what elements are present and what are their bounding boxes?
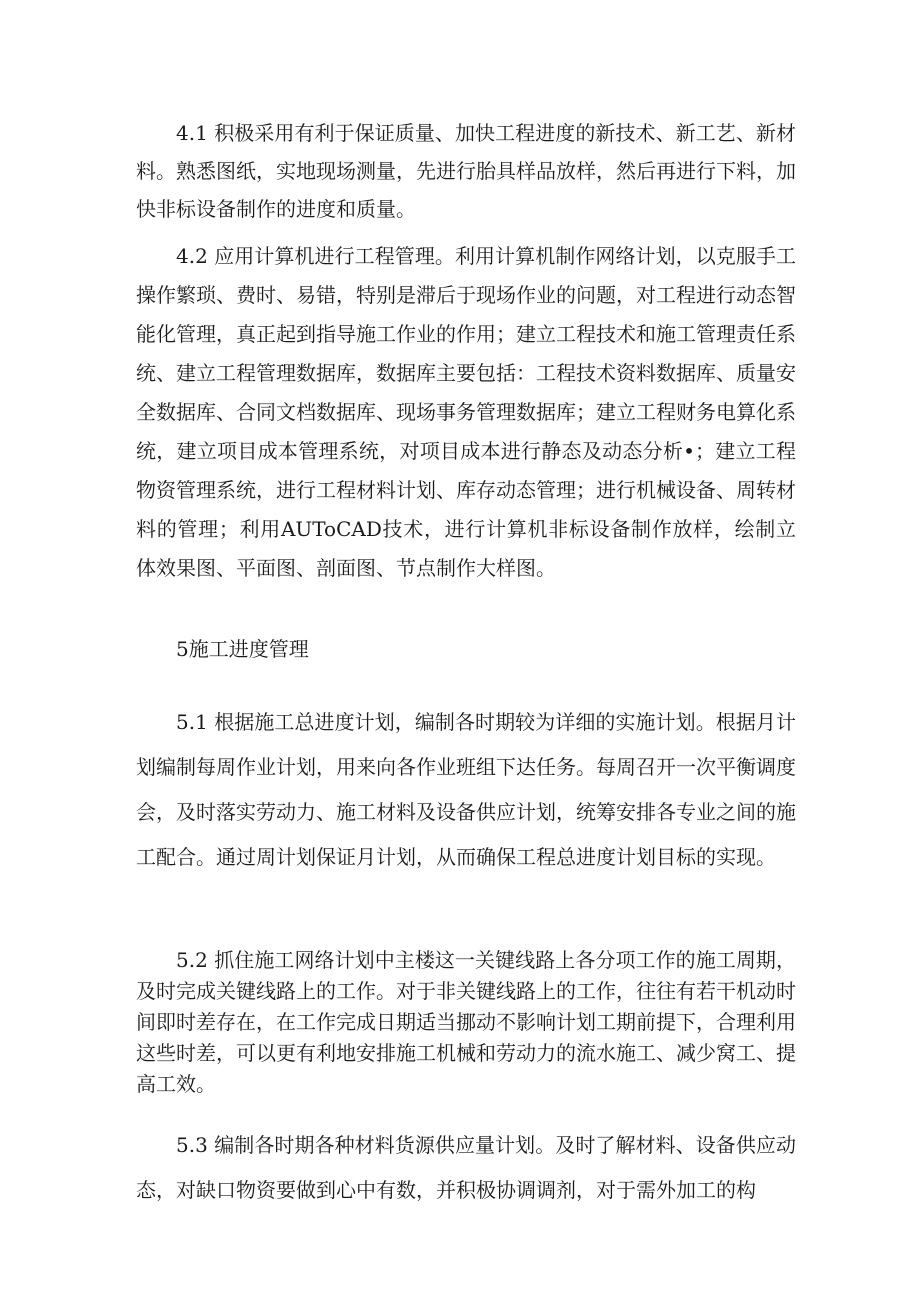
paragraph-4-1 [136,114,796,228]
paragraph-4-2 [136,237,796,588]
paragraph-text: 抓住施工网络计划中主楼这一关键线路上各分项工作的施工周期，及时完成关键线路上的工作。对于非关键线路上的工作，往往有若干机动时间即时差存在，在工作完成日期适当挪动不影响计划工期前提下，合理利用这些时差，可以更有利地安排施工机械和劳动力的流水施工、减少窝工、提高工效。 [136,948,796,1096]
paragraph-number: 4.2 [176,244,208,268]
paragraph-number: 4.1 [176,121,208,145]
paragraph-5-2 [136,945,796,1100]
section-heading [136,633,796,665]
paragraph-text: 根据施工总进度计划，编制各时期较为详细的实施计划。根据月计划编制每周作业计划，用来向各作业班组下达任务。每周召开一次平衡调度会，及时落实劳动力、施工材料及设备供应计划，统筹安排各专业之间的施工配合。通过周计划保证月计划，从而确保工程总进度计划目标的实现。 [136,710,796,869]
paragraph-number: 5.1 [176,710,208,734]
paragraph-text: 编制各时期各种材料货源供应量计划。及时了解材料、设备供应动态，对缺口物资要做到心中有数，并积极协调调剂，对于需外加工的构 [136,1133,796,1202]
paragraph-number: 5.3 [176,1133,208,1157]
paragraph-5-3 [136,1123,796,1213]
section-heading-text: 5施工进度管理 [176,637,309,661]
paragraph-text: 积极采用有利于保证质量、加快工程进度的新技术、新工艺、新材料。熟悉图纸，实地现场测量，先进行胎具样品放样，然后再进行下料，加快非标设备制作的进度和质量。 [136,121,796,221]
paragraph-text: 应用计算机进行工程管理。利用计算机制作网络计划，以克服手工操作繁琐、费时、易错，特别是滞后于现场作业的问题，对工程进行动态智能化管理，真正起到指导施工作业的作用；建立工程技术和施工管理责任系统、建立工程管理数据库，数据库主要包括：工程技术资料数据库、质量安全数据库、合同文档数据库、现场事务管理数据库；建立工程财务电算化系统，建立项目成本管理系统，对项目成本进行静态及动态分析•；建立工程物资管理系统，进行工程材料计划、库存动态管理；进行机械设备、周转材料的管理；利用AUToCAD技术，进行计算机非标设备制作放样，绘制立体效果图、平面图、剖面图、节点制作大样图。 [136,244,796,580]
paragraph-5-1 [136,700,796,880]
paragraph-number: 5.2 [176,948,208,972]
